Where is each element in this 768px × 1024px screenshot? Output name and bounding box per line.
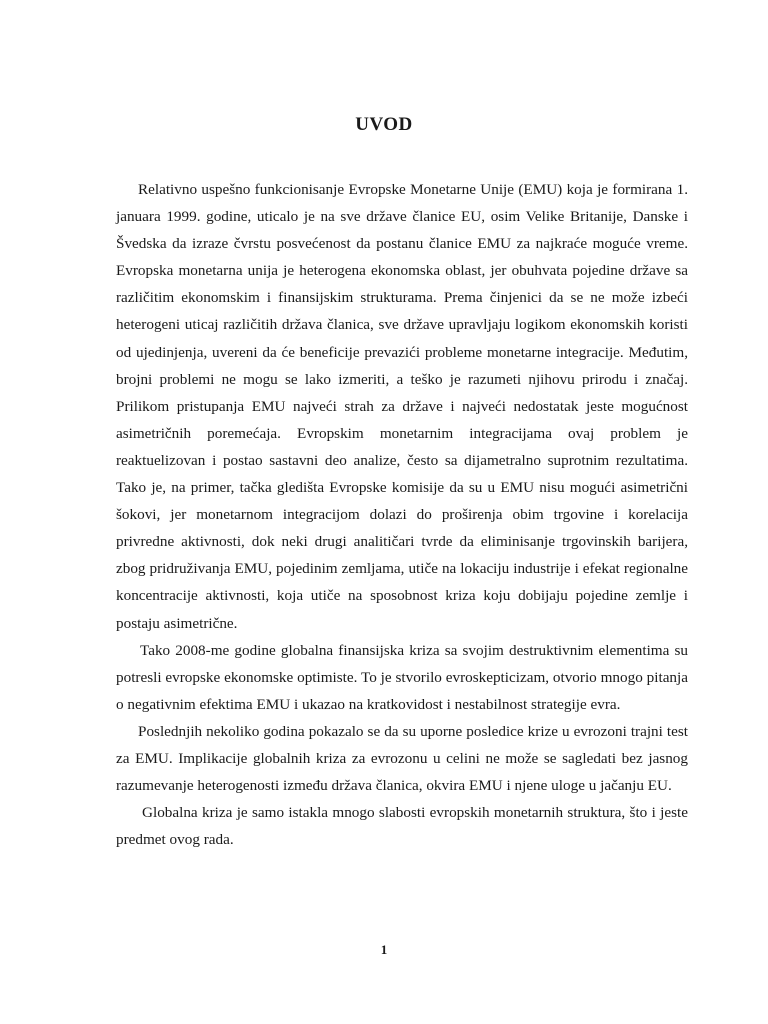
paragraph-intro: Relativno uspešno funkcionisanje Evropske Monetarne Unije (EMU) koja je formirana 1. januara 1999. godine, uticalo je na sve države članice EU, osim Velike Britanije, Danske i Švedska da izraze čvrstu posvećenost da postanu članice EMU za najkraće moguće vreme. Evropska monetarna unija je heterogena ekonomska oblast, jer obuhvata pojedine države sa različitim ekonomskim i finansijskim strukturama. Prema činjenici da se ne može izbeći heterogeni uticaj različitih država članica, sve države upravljaju logikom ekonomskih koristi od ujedinjenja, uvereni da će beneficije prevazići probleme monetarne integracije. Međutim, brojni problemi ne mogu se lako izmeriti, a teško je razumeti njihovu prirodu i značaj. Prilikom pristupanja EMU najveći strah za države i najveći nedostatak jeste mogućnost asimetričnih poremećaja. Evropskim monetarnim integracijama ovaj problem je reaktuelizovan i postao sastavni deo analize, često sa dijametralno suprotnim rezultatima. Tako je, na primer, tačka gledišta Evropske komisije da su u EMU nisu mogući asimetrični šokovi, jer monetarnom integracijom dolazi do proširenja obim trgovine i korelacija privredne aktivnosti, dok neki drugi analitičari tvrde da eliminisanje trgovinskih barijera, zbog pridruživanja EMU, pojedinim zemljama, utiče na lokaciju industrije i efekat regionalne koncentracije aktivnosti, koja utiče na sposobnost kriza koju dobijaju pojedine zemlje i postaju asimetrične. [116,181,688,632]
page-title: UVOD [355,114,413,135]
paragraph-recent-years: Poslednjih nekoliko godina pokazalo se da su uporne posledice krize u evrozoni trajni test za EMU. Implikacije globalnih kriza za evrozonu u celini ne može se sagledati bez jasnog razumevanje heterogenosti između država članica, okvira EMU i njene uloge u jačanju EU. [116,722,688,795]
body-text [116,176,688,853]
paragraph-conclusion: Globalna kriza je samo istakla mnogo slabosti evropskih monetarnih struktura, što i jeste predmet ovog rada. [116,804,688,849]
paragraph-crisis-2008: Tako 2008-me godine globalna finansijska kriza sa svojim destruktivnim elementima su potresli evropske ekonomske optimiste. To je stvorilo evroskepticizam, otvorio mnogo pitanja o negativnim efektima EMU i ukazao na kratkovidost i nestabilnost strategije evra. [116,641,688,713]
page-number: 1 [380,942,388,957]
